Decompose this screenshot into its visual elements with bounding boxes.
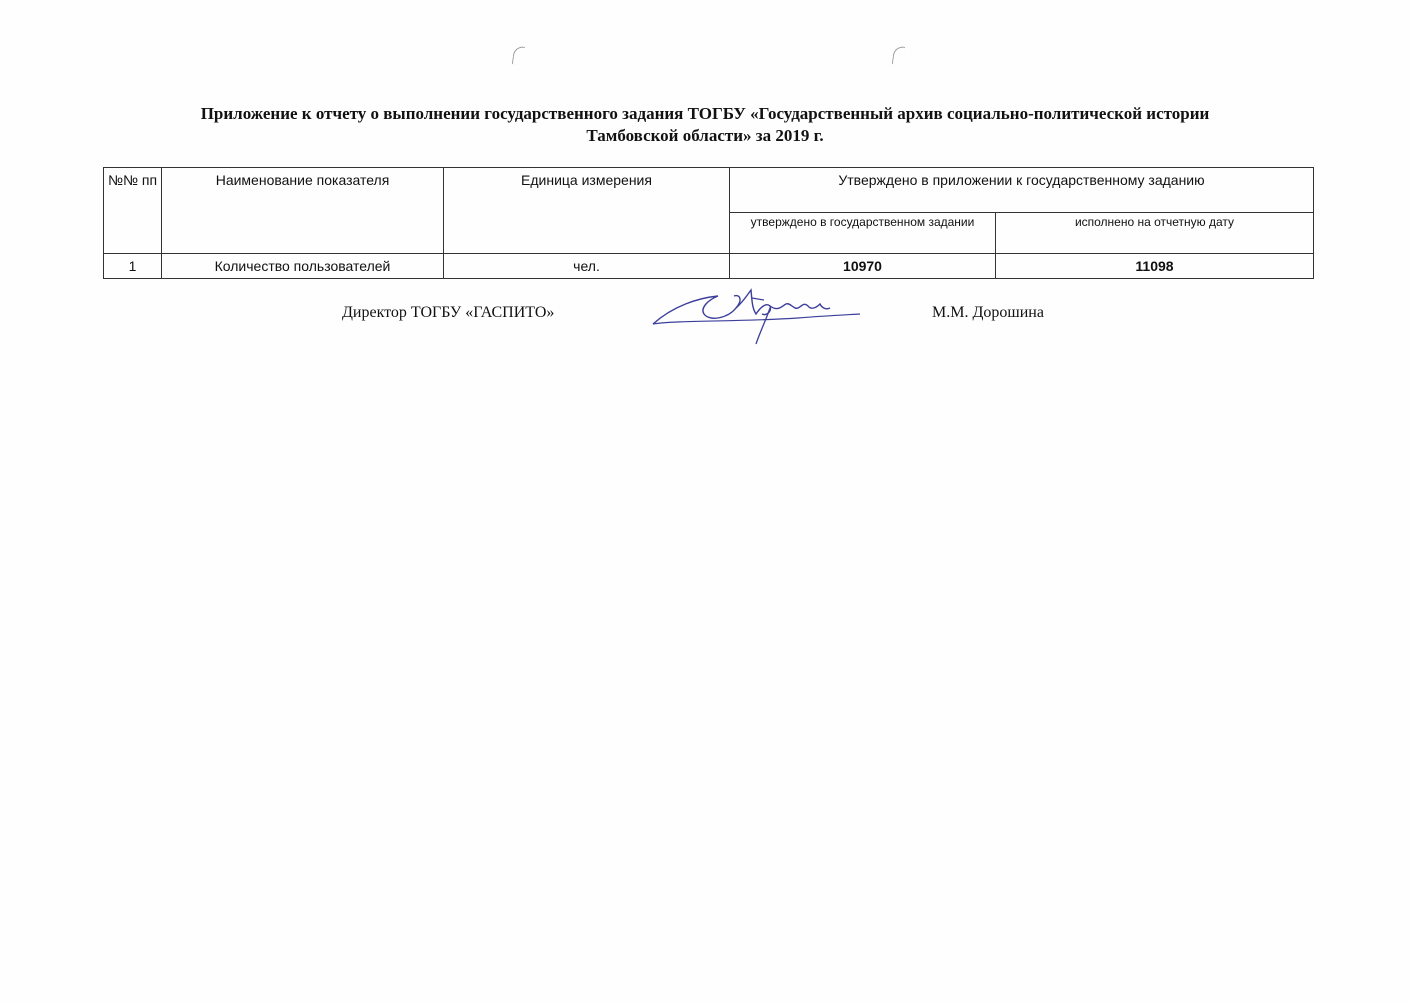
cell-indicator: Количество пользователей bbox=[162, 254, 444, 279]
scan-punch-mark-left bbox=[512, 45, 526, 65]
cell-executed: 11098 bbox=[996, 254, 1314, 279]
scan-punch-mark-right bbox=[892, 45, 906, 65]
table-header-row bbox=[104, 168, 1314, 213]
cell-approved: 10970 bbox=[730, 254, 996, 279]
header-approved-group: Утверждено в приложении к государственному заданию bbox=[730, 168, 1314, 213]
header-unit: Единица измерения bbox=[444, 168, 730, 254]
table-row bbox=[104, 254, 1314, 279]
document-title-line-2: Тамбовской области» за 2019 г. bbox=[586, 126, 824, 145]
cell-unit: чел. bbox=[444, 254, 730, 279]
handwritten-signature bbox=[648, 284, 863, 346]
report-table bbox=[103, 167, 1314, 279]
signature-position: Директор ТОГБУ «ГАСПИТО» bbox=[342, 304, 555, 321]
document-title bbox=[105, 103, 1305, 147]
cell-number: 1 bbox=[104, 254, 162, 279]
header-number: №№ пп bbox=[104, 168, 162, 254]
header-executed-on-date: исполнено на отчетную дату bbox=[996, 213, 1314, 254]
header-indicator: Наименование показателя bbox=[162, 168, 444, 254]
header-approved-in-task: утверждено в государственном задании bbox=[730, 213, 996, 254]
signature-name: М.М. Дорошина bbox=[932, 304, 1044, 321]
document-title-line-1: Приложение к отчету о выполнении государственного задания ТОГБУ «Государственный архив социально-политической истории bbox=[200, 104, 1210, 123]
